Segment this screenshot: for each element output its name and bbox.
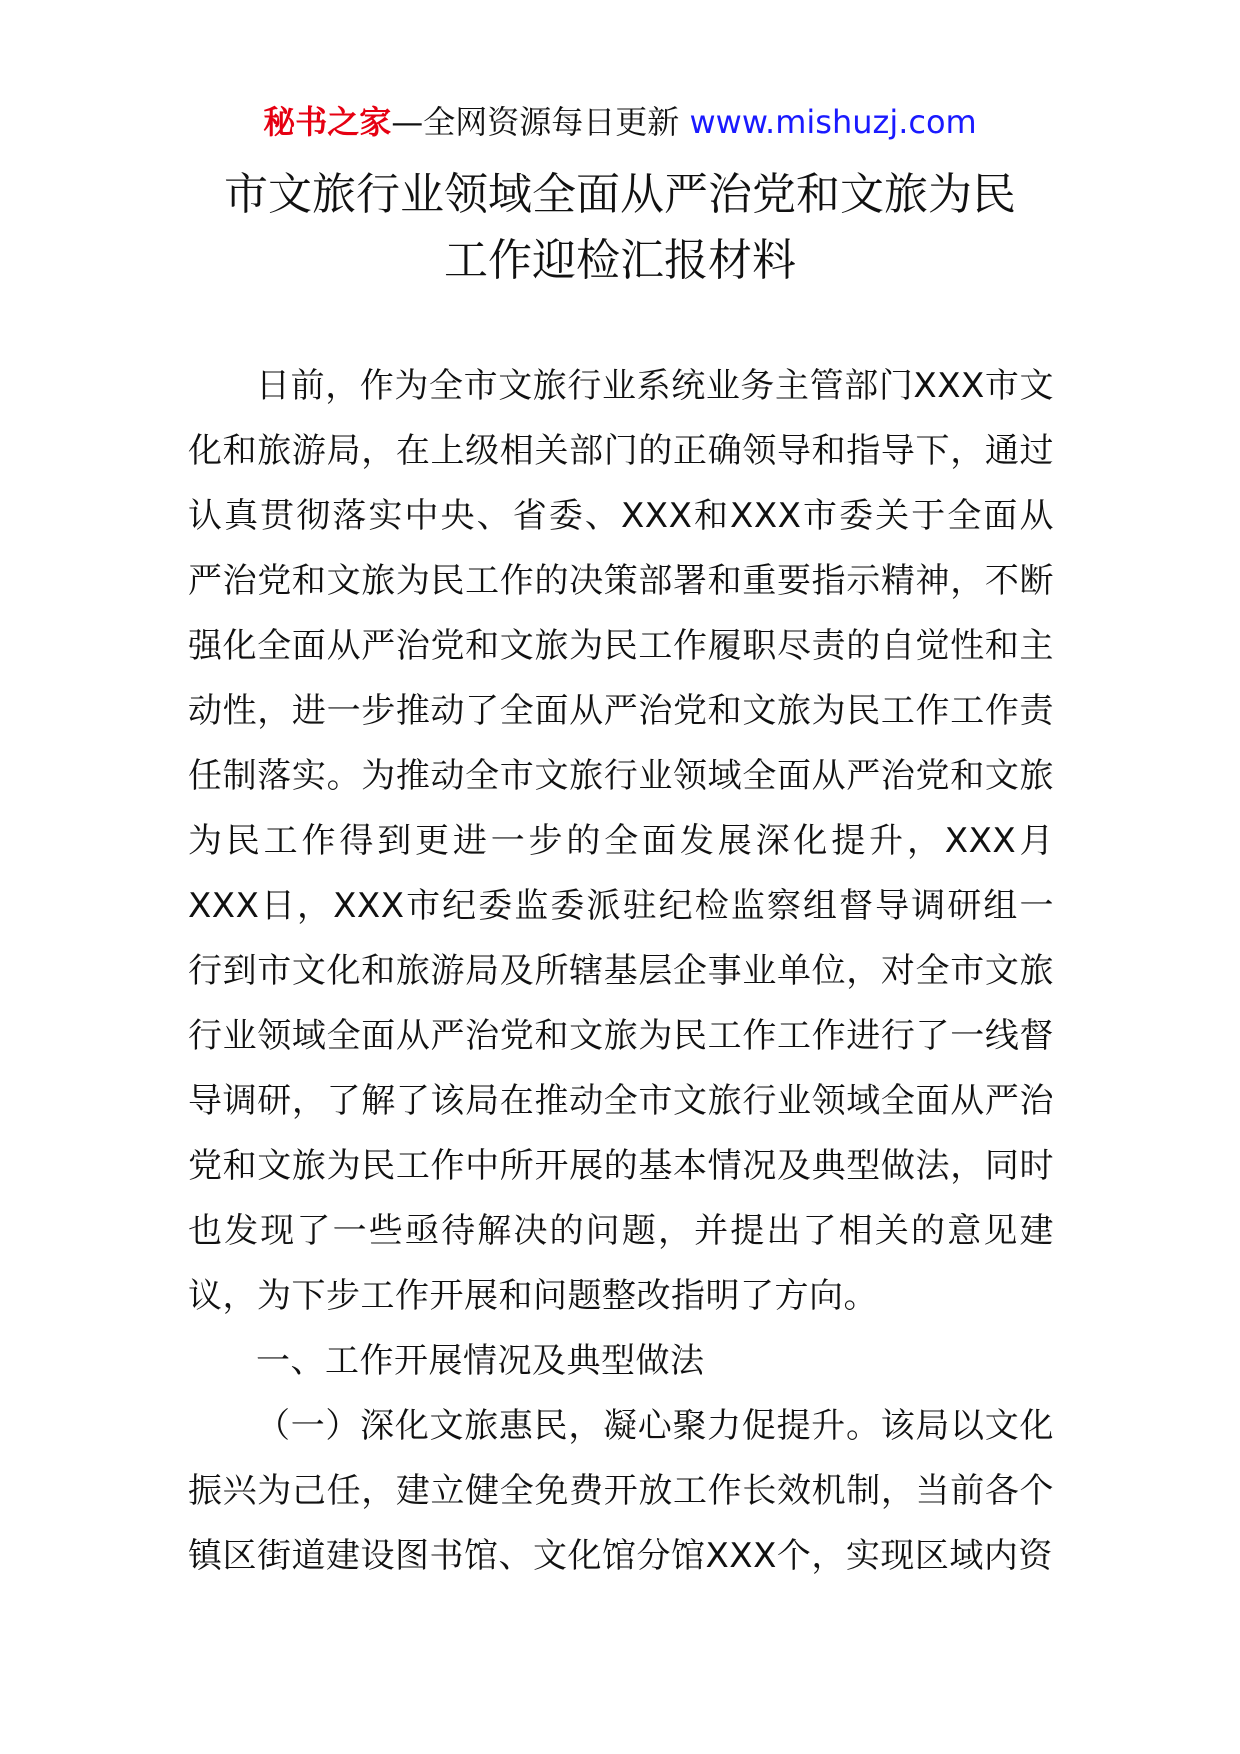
document-body: [188, 354, 1054, 1589]
document-title: [140, 162, 1100, 294]
brand-name: 秘书之家: [263, 103, 392, 141]
section-paragraph: （一）深化文旅惠民，凝心聚力促提升。该局以文化振兴为己任，建立健全免费开放工作长效机制，当前各个镇区街道建设图书馆、文化馆分馆XXX个，实现区域内资: [188, 1406, 1054, 1576]
title-line-2: 工作迎检汇报材料: [444, 235, 796, 286]
site-url-link[interactable]: www.mishuzj.com: [689, 103, 977, 141]
intro-paragraph: 日前，作为全市文旅行业系统业务主管部门XXX市文化和旅游局，在上级相关部门的正确领导和指导下，通过认真贯彻落实中央、省委、XXX和XXX市委关于全面从严治党和文旅为民工作的决策部署和重要指示精神，不断强化全面从严治党和文旅为民工作履职尽责的自觉性和主动性，进一步推动了全面从严治党和文旅为民工作工作责任制落实。为推动全市文旅行业领域全面从严治党和文旅为民工作得到更进一步的全面发展深化提升，XXX月XXX日，XXX市纪委监委派驻纪检监察组督导调研组一行到市文化和旅游局及所辖基层企事业单位，对全市文旅行业领域全面从严治党和文旅为民工作工作进行了一线督导调研，了解了该局在推动全市文旅行业领域全面从严治党和文旅为民工作中所开展的基本情况及典型做法，同时也发现了一些亟待解决的问题，并提出了相关的意见建议，为下步工作开展和问题整改指明了方向。: [188, 366, 1054, 1316]
section-heading: 一、工作开展情况及典型做法: [256, 1341, 705, 1381]
title-line-1: 市文旅行业领域全面从严治党和文旅为民: [224, 169, 1016, 220]
header-tagline: —全网资源每日更新: [391, 103, 680, 141]
site-header: [0, 98, 1240, 146]
